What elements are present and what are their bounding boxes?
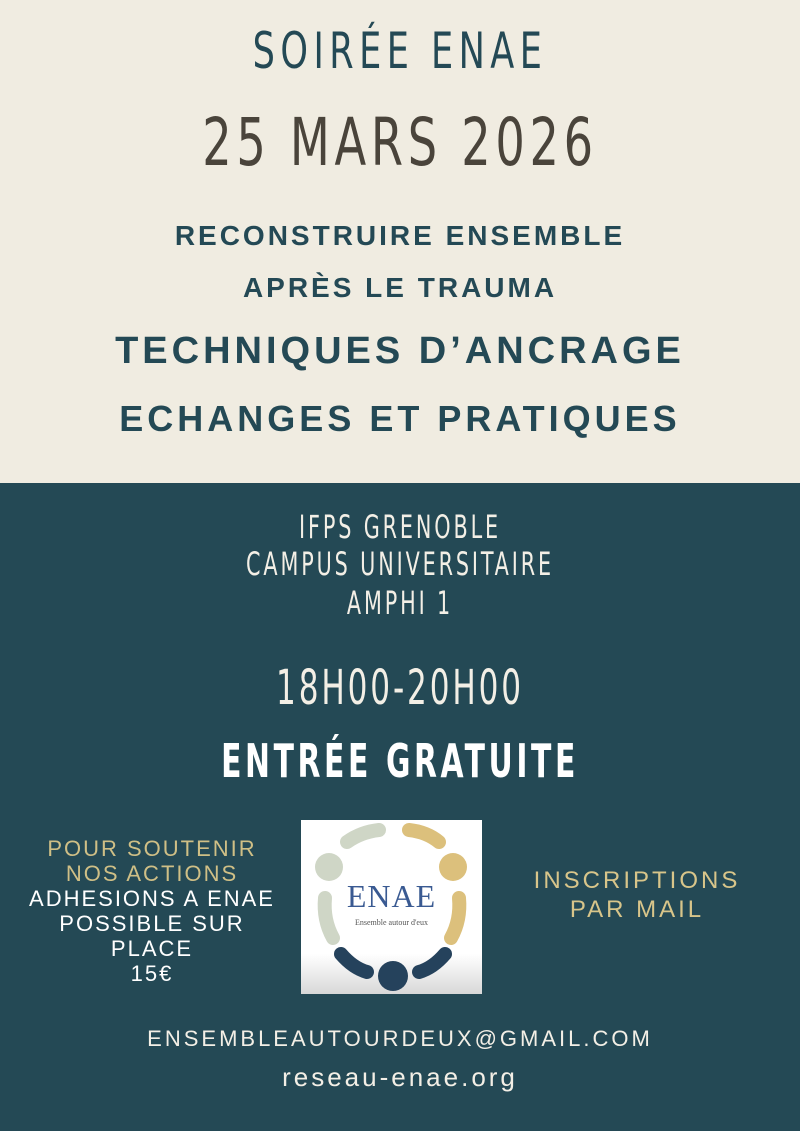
website-link[interactable]: reseau-enae.org <box>282 1062 518 1092</box>
event-title: SOIRÉE ENAE <box>252 22 548 80</box>
event-date: 25 MARS 2026 <box>202 104 598 181</box>
subtitle-line-1: RECONSTRUIRE ENSEMBLE <box>174 220 626 251</box>
subtitle-line-2: APRÈS LE TRAUMA <box>242 272 558 303</box>
registration-line-1: INSCRIPTIONS <box>533 867 741 894</box>
logo-tagline: Ensemble autour d'eux <box>355 918 428 927</box>
support-info <box>22 836 282 986</box>
header-panel <box>0 0 800 483</box>
entry-info: ENTRÉE GRATUITE <box>221 734 579 788</box>
logo-wordmark: ENAE <box>346 878 437 914</box>
subtitle-line-3: ECHANGES ET PRATIQUES <box>119 398 681 439</box>
support-line-4: POSSIBLE SUR <box>59 911 245 936</box>
support-line-3: ADHESIONS A ENAE <box>29 886 275 911</box>
event-time: 18H00-20H00 <box>276 660 524 716</box>
venue-room: AMPHI 1 <box>346 584 454 622</box>
registration-info <box>512 866 762 924</box>
venue-name: IFPS GRENOBLE <box>299 508 501 546</box>
registration-line-2: PAR MAIL <box>569 896 705 923</box>
support-line-5: PLACE <box>110 936 194 961</box>
enae-logo <box>301 820 482 994</box>
support-line-1: POUR SOUTENIR <box>47 836 257 861</box>
contact-email[interactable]: ENSEMBLEAUTOURDEUX@GMAIL.COM <box>147 1026 653 1051</box>
headline: TECHNIQUES D’ANCRAGE <box>115 330 685 372</box>
support-price: 15€ <box>130 961 174 986</box>
venue-campus: CAMPUS UNIVERSITAIRE <box>246 545 554 583</box>
support-line-2: NOS ACTIONS <box>65 861 239 886</box>
